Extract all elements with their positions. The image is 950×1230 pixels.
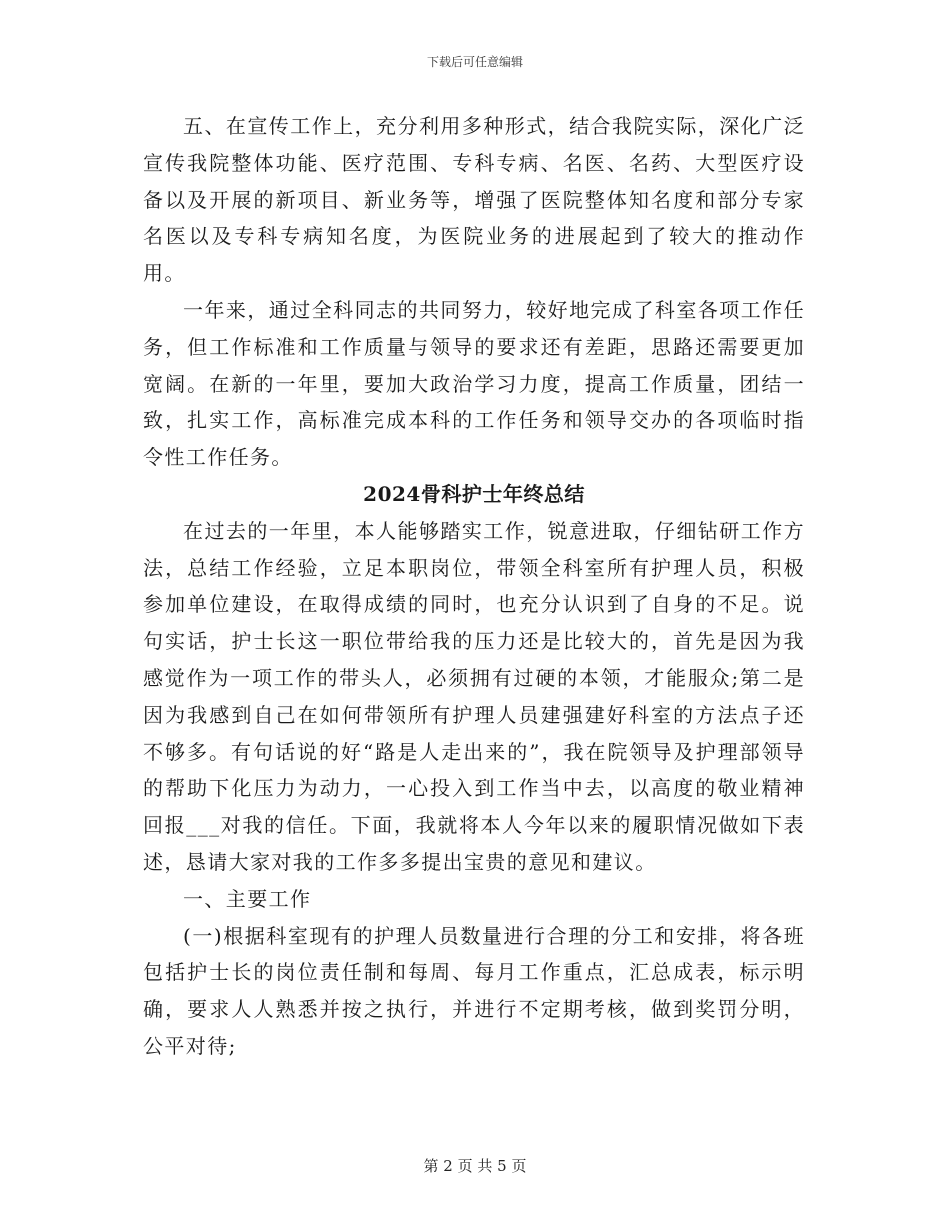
paragraph-publicity: 五、在宣传工作上，充分利用多种形式，结合我院实际，深化广泛宣传我院整体功能、医疗范围、专科专病、名医、名药、大型医疗设备以及开展的新项目、新业务等，增强了医院整体知名度和部分专家名医以及专科专病知名度，为医院业务的进展起到了较大的推动作用。 (143, 114, 805, 286)
header-note: 下载后可任意编辑 (426, 55, 523, 69)
paragraph-work-item-1: (一)根据科室现有的护理人员数量进行合理的分工和安排，将各班包括护士长的岗位责任制和每周、每月工作重点，汇总成表，标示明确，要求人人熟悉并按之执行，并进行不定期考核，做到奖罚分明，公平对待; (143, 923, 805, 1058)
document-body (143, 108, 805, 1065)
page-number-footer: 第 2 页 共 5 页 (423, 1157, 527, 1175)
paragraph-year-summary: 一年来，通过全科同志的共同努力，较好地完成了科室各项工作任务，但工作标准和工作质量与领导的要求还有差距，思路还需要更加宽阔。在新的一年里，要加大政治学习力度，提高工作质量，团结一致，扎实工作，高标准完成本科的工作任务和领导交办的各项临时指令性工作任务。 (143, 297, 805, 470)
paragraph-heading-main-work: 一、主要工作 (183, 886, 312, 911)
paragraph-intro: 在过去的一年里，本人能够踏实工作，锐意进取，仔细钻研工作方法，总结工作经验，立足本职岗位，带领全科室所有护理人员，积极参加单位建设，在取得成绩的同时，也充分认识到了自身的不足。说句实话，护士长这一职位带给我的压力还是比较大的，首先是因为我感觉作为一项工作的带头人，必须拥有过硬的本领，才能服众;第二是因为我感到自己在如何带领所有护理人员建强建好科室的方法点子还不够多。有句话说的好“路是人走出来的”，我在院领导及护理部领导的帮助下化压力为动力，一心投入到工作当中去，以高度的敬业精神回报___对我的信任。下面，我就将本人今年以来的履职情况做如下表述，恳请大家对我的工作多多提出宝贵的意见和建议。 (143, 518, 805, 874)
section-title: 2024骨科护士年终总结 (363, 481, 585, 506)
